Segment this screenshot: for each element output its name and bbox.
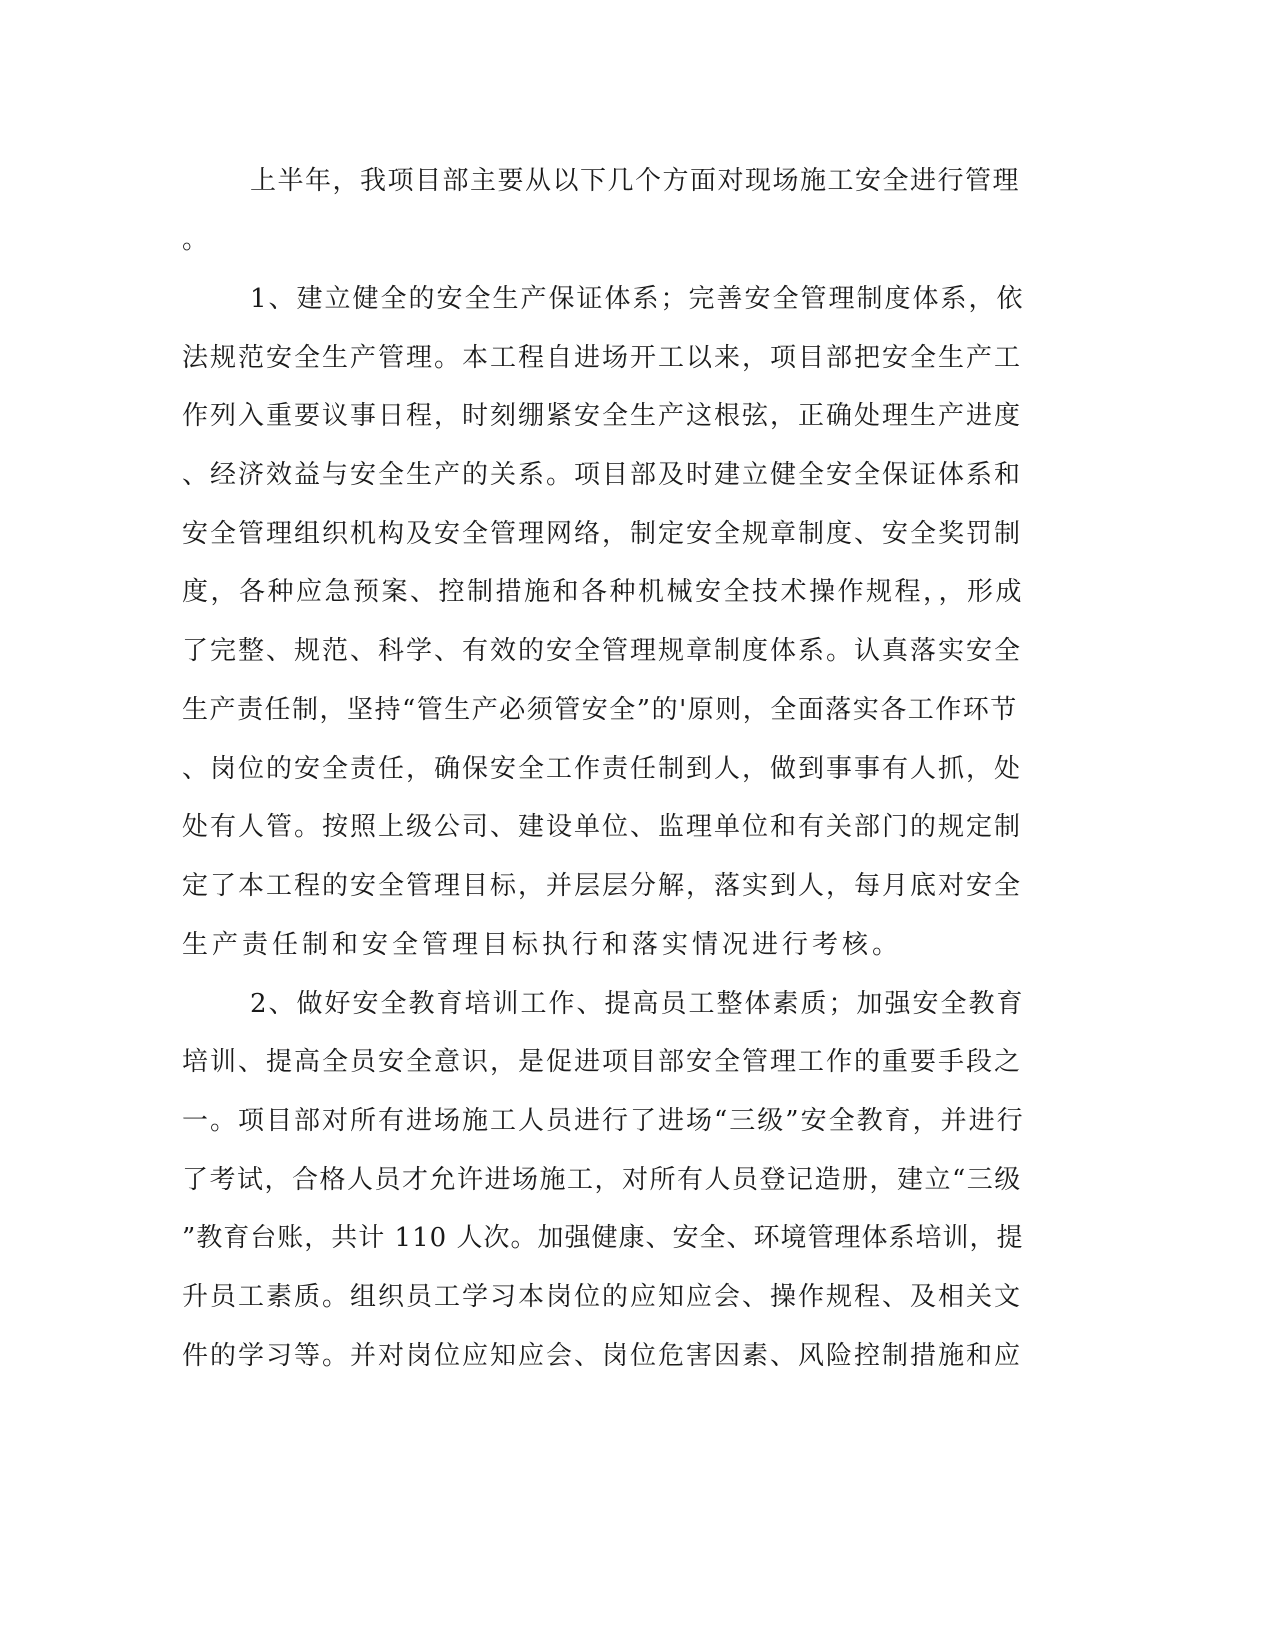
paragraph-1-line: 1、建立健全的安全生产保证体系；完善安全管理制度体系，依: [250, 284, 1025, 314]
paragraph-intro-line: 上半年，我项目部主要从以下几个方面对现场施工安全进行管理: [250, 166, 1021, 196]
paragraph-2-line: 2、做好安全教育培训工作、提高员工整体素质；加强安全教育: [250, 989, 1025, 1019]
paragraph-1-line: 法规范安全生产管理。本工程自进场开工以来，项目部把安全生产工: [182, 343, 1023, 373]
paragraph-2-line: 升员工素质。组织员工学习本岗位的应知应会、操作规程、及相关文: [182, 1282, 1023, 1312]
paragraph-1-line: 、岗位的安全责任，确保安全工作责任制到人，做到事事有人抓，处: [182, 754, 1023, 784]
paragraph-2-line: 件的学习等。并对岗位应知应会、岗位危害因素、风险控制措施和应: [182, 1341, 1023, 1371]
paragraph-1-line: 定了本工程的安全管理目标，并层层分解，落实到人，每月底对安全: [182, 871, 1023, 901]
paragraph-1-line: 生产责任制，坚持“管生产必须管安全”的'原则，全面落实各工作环节: [182, 695, 1018, 725]
paragraph-1-line: 了完整、规范、科学、有效的安全管理规章制度体系。认真落实安全: [182, 636, 1023, 666]
paragraph-2-line: 了考试，合格人员才允许进场施工，对所有人员登记造册，建立“三级: [182, 1165, 1022, 1195]
paragraph-2-line: ”教育台账，共计 110 人次。加强健康、安全、环境管理体系培训，提: [182, 1223, 1024, 1253]
paragraph-1-line: 作列入重要议事日程，时刻绷紧安全生产这根弦，正确处理生产进度: [182, 401, 1023, 431]
paragraph-2-line: 培训、提高全员安全意识，是促进项目部安全管理工作的重要手段之: [182, 1047, 1023, 1077]
paragraph-1-line: 安全管理组织机构及安全管理网络，制定安全规章制度、安全奖罚制: [182, 519, 1023, 549]
paragraph-1-line: 、经济效益与安全生产的关系。项目部及时建立健全安全保证体系和: [182, 460, 1023, 490]
paragraph-1-line: 度，各种应急预案、控制措施和各种机械安全技术操作规程，，形成: [182, 577, 1025, 607]
paragraph-intro-line: 。: [182, 225, 213, 255]
paragraph-1-line: 生产责任制和安全管理目标执行和落实情况进行考核。: [182, 930, 903, 960]
paragraph-2-line: 一。项目部对所有进场施工人员进行了进场“三级”安全教育，并进行: [182, 1106, 1025, 1136]
paragraph-1-line: 处有人管。按照上级公司、建设单位、监理单位和有关部门的规定制: [182, 812, 1023, 842]
